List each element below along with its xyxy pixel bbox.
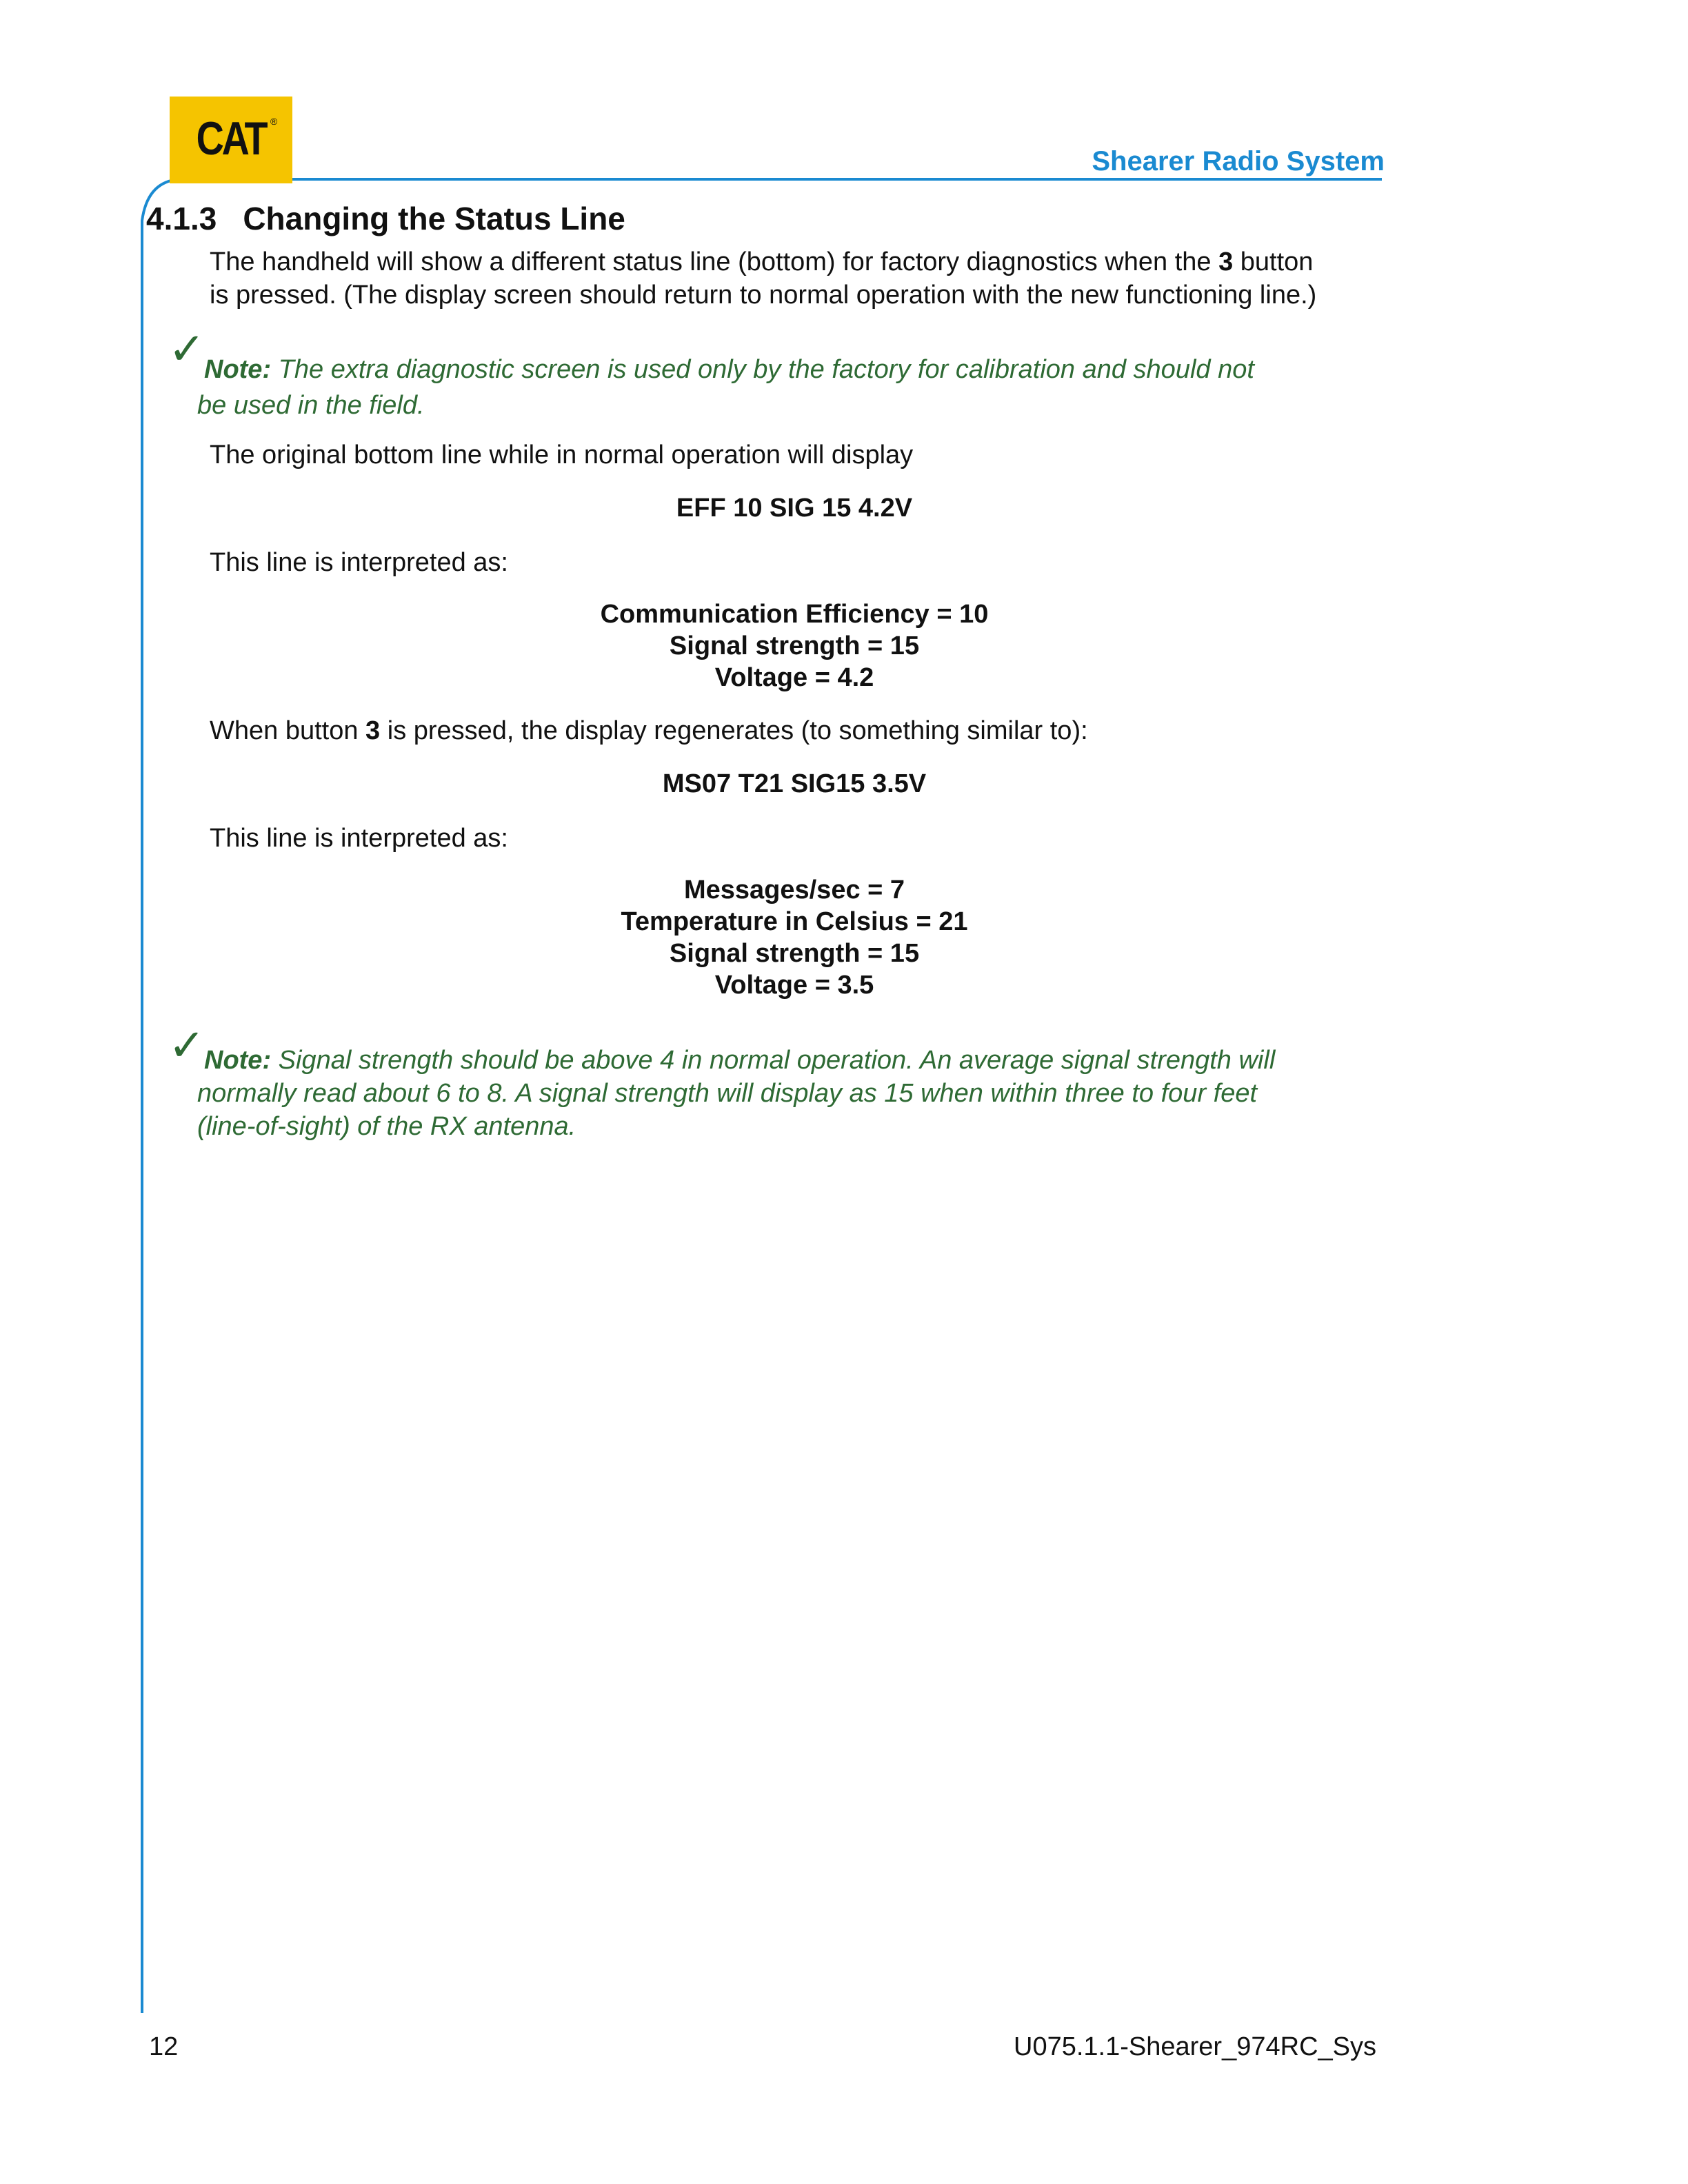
logo-registered-mark: ®: [270, 116, 278, 127]
note-2: [168, 1020, 1356, 1143]
intro-paragraph: [210, 245, 1316, 312]
original-intro: The original bottom line while in normal operation will display: [210, 441, 914, 469]
note-2-line-2: normally read about 6 to 8. A signal strength will display as 15 when within three to four feet: [197, 1079, 1258, 1108]
pressed-interpreted-label: This line is interpreted as:: [210, 824, 508, 853]
section-heading: [146, 200, 625, 237]
intro-line-2: is pressed. (The display screen should return to normal operation with the new functioning line.): [210, 281, 1317, 310]
list-item: Communication Efficiency = 10: [600, 600, 989, 629]
cat-logo: [170, 97, 292, 183]
intro-line-1: The handheld will show a different status line (bottom) for factory diagnostics when the 3 button: [210, 247, 1314, 276]
footer-document-id: U075.1.1-Shearer_974RC_Sys: [1014, 2032, 1376, 2061]
original-status-line: EFF 10 SIG 15 4.2V: [676, 494, 913, 523]
section-title: Changing the Status Line: [243, 201, 625, 236]
pressed-interpretation-list: [210, 874, 1379, 1001]
pressed-intro: When button 3 is pressed, the display regenerates (to something similar to):: [210, 716, 1088, 745]
original-interpreted-label: This line is interpreted as:: [210, 548, 508, 577]
check-mark-icon: ✓: [168, 324, 205, 374]
logo-text: CAT: [196, 112, 266, 165]
pressed-status-line: MS07 T21 SIG15 3.5V: [662, 769, 927, 798]
list-item: Signal strength = 15: [669, 939, 920, 968]
section-number: 4.1.3: [146, 201, 217, 236]
note-1: [168, 324, 1356, 423]
list-item: Messages/sec = 7: [683, 876, 905, 904]
check-mark-icon: ✓: [168, 1020, 205, 1070]
list-item: Voltage = 4.2: [714, 663, 874, 692]
note-1-line-1: Note: The extra diagnostic screen is used only by the factory for calibration and should not: [204, 355, 1254, 384]
list-item: Signal strength = 15: [669, 631, 920, 660]
note-1-line-2: be used in the field.: [197, 391, 425, 420]
list-item: Temperature in Celsius = 21: [621, 907, 968, 936]
footer-page-number: 12: [149, 2032, 179, 2061]
list-item: Voltage = 3.5: [714, 971, 874, 1000]
header-title: Shearer Radio System: [1092, 146, 1385, 176]
note-2-line-1: Note: Signal strength should be above 4 in normal operation. An average signal strength will: [204, 1046, 1276, 1075]
original-interpretation-list: [210, 598, 1379, 694]
note-2-line-3: (line-of-sight) of the RX antenna.: [197, 1112, 576, 1141]
